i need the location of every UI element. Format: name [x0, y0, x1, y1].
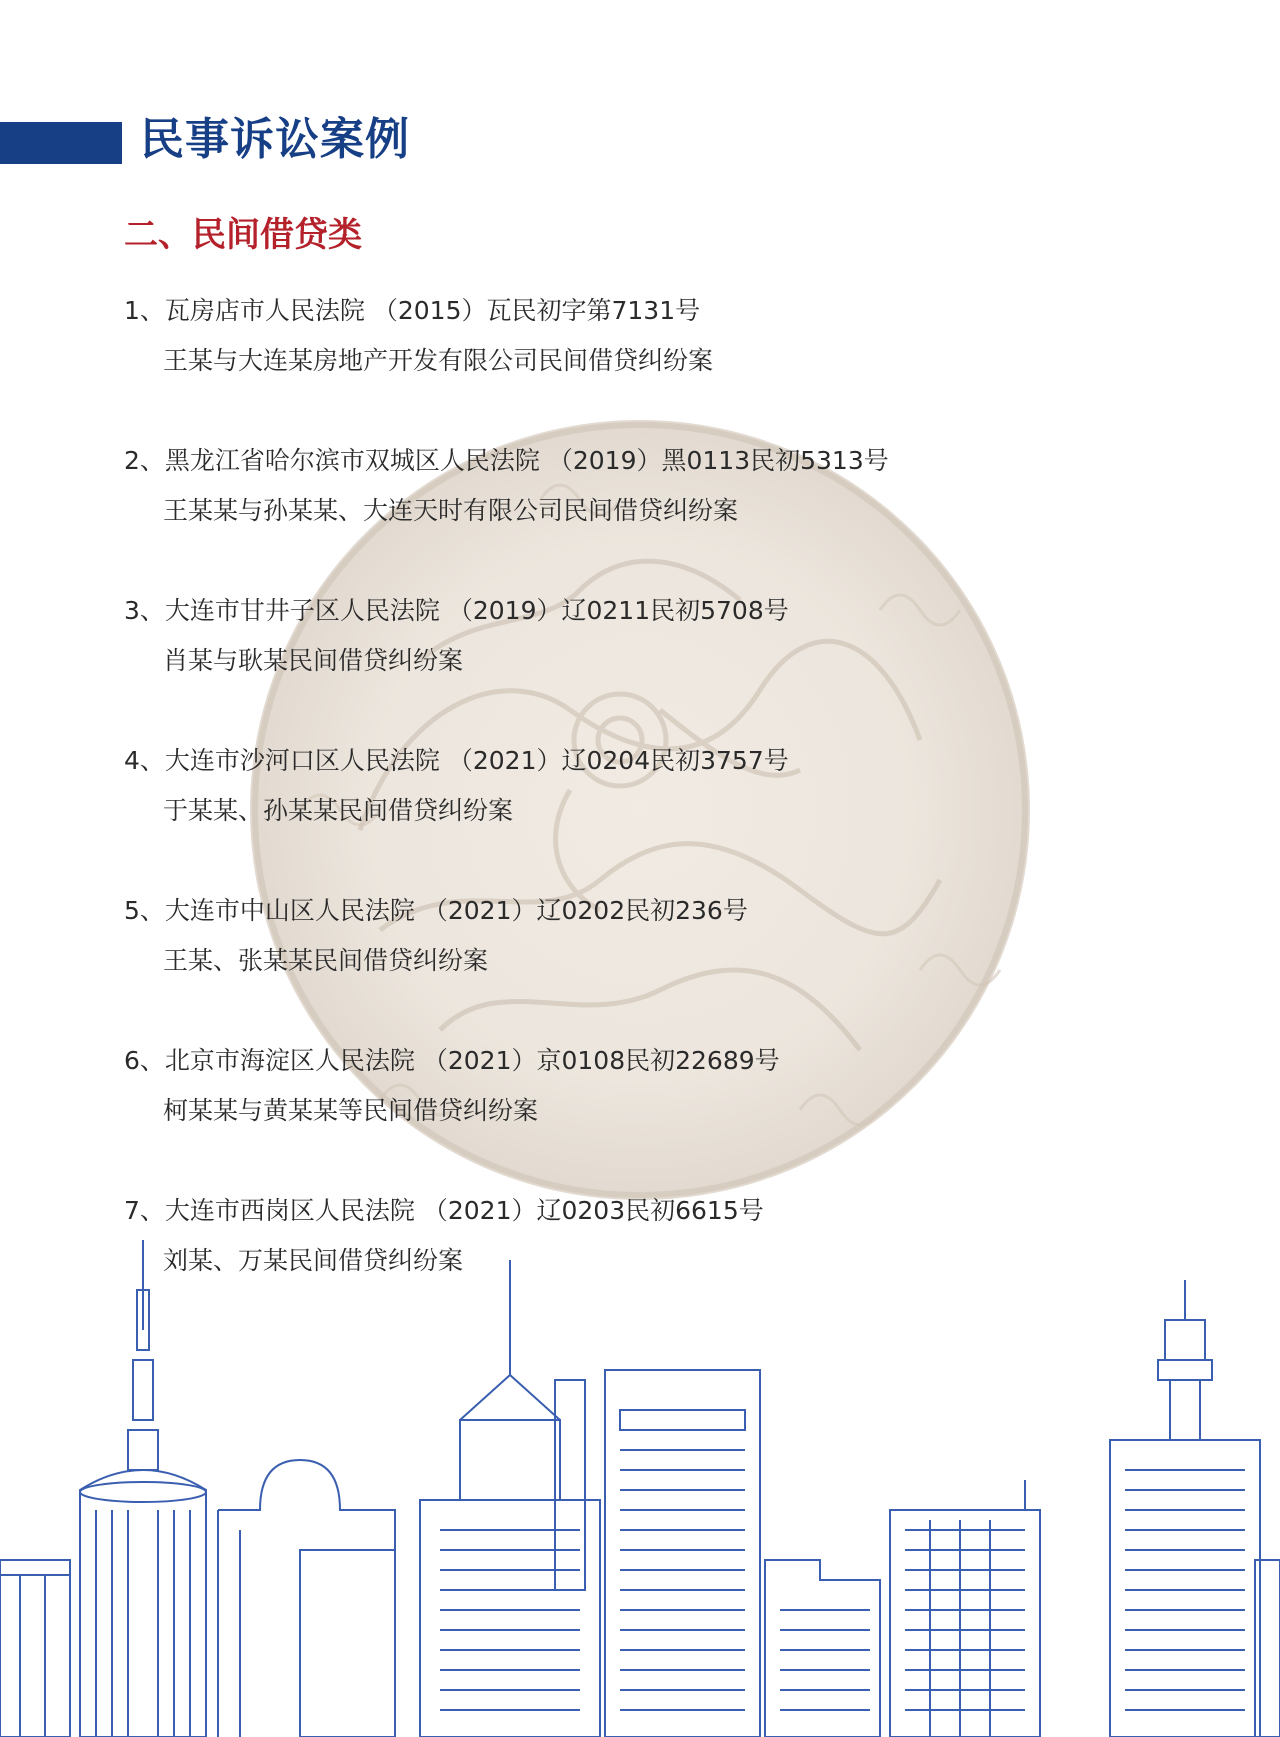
case-title: 肖某与耿某民间借贷纠纷案: [163, 646, 464, 675]
case-title: 王某与大连某房地产开发有限公司民间借贷纠纷案: [163, 346, 714, 375]
case-item: [124, 890, 1124, 1040]
header-accent-bar: [0, 122, 122, 164]
case-court-and-number: 2、黑龙江省哈尔滨市双城区人民法院 （2019）黑0113民初5313号: [124, 446, 889, 475]
case-item: [124, 290, 1124, 440]
case-court-and-number: 5、大连市中山区人民法院 （2021）辽0202民初236号: [124, 896, 748, 925]
case-court-and-number: 1、瓦房店市人民法院 （2015）瓦民初字第7131号: [124, 296, 701, 325]
case-title: 王某、张某某民间借贷纠纷案: [163, 946, 489, 975]
page-title: 民事诉讼案例: [140, 114, 410, 165]
city-skyline-illustration-icon: [0, 1230, 1280, 1737]
case-title: 于某某、孙某某民间借贷纠纷案: [163, 796, 514, 825]
case-court-and-number: 6、北京市海淀区人民法院 （2021）京0108民初22689号: [124, 1046, 780, 1075]
case-item: [124, 440, 1124, 590]
case-title: 柯某某与黄某某等民间借贷纠纷案: [163, 1096, 539, 1125]
case-court-and-number: 7、大连市西岗区人民法院 （2021）辽0203民初6615号: [124, 1196, 764, 1225]
case-item: [124, 1040, 1124, 1190]
section-title: 二、民间借贷类: [124, 215, 362, 255]
case-title: 刘某、万某民间借贷纠纷案: [163, 1246, 464, 1275]
case-item: [124, 740, 1124, 890]
case-court-and-number: 4、大连市沙河口区人民法院 （2021）辽0204民初3757号: [124, 746, 789, 775]
case-title: 王某某与孙某某、大连天时有限公司民间借贷纠纷案: [163, 496, 739, 525]
case-item: [124, 590, 1124, 740]
case-list: [124, 290, 1124, 1340]
case-court-and-number: 3、大连市甘井子区人民法院 （2019）辽0211民初5708号: [124, 596, 789, 625]
